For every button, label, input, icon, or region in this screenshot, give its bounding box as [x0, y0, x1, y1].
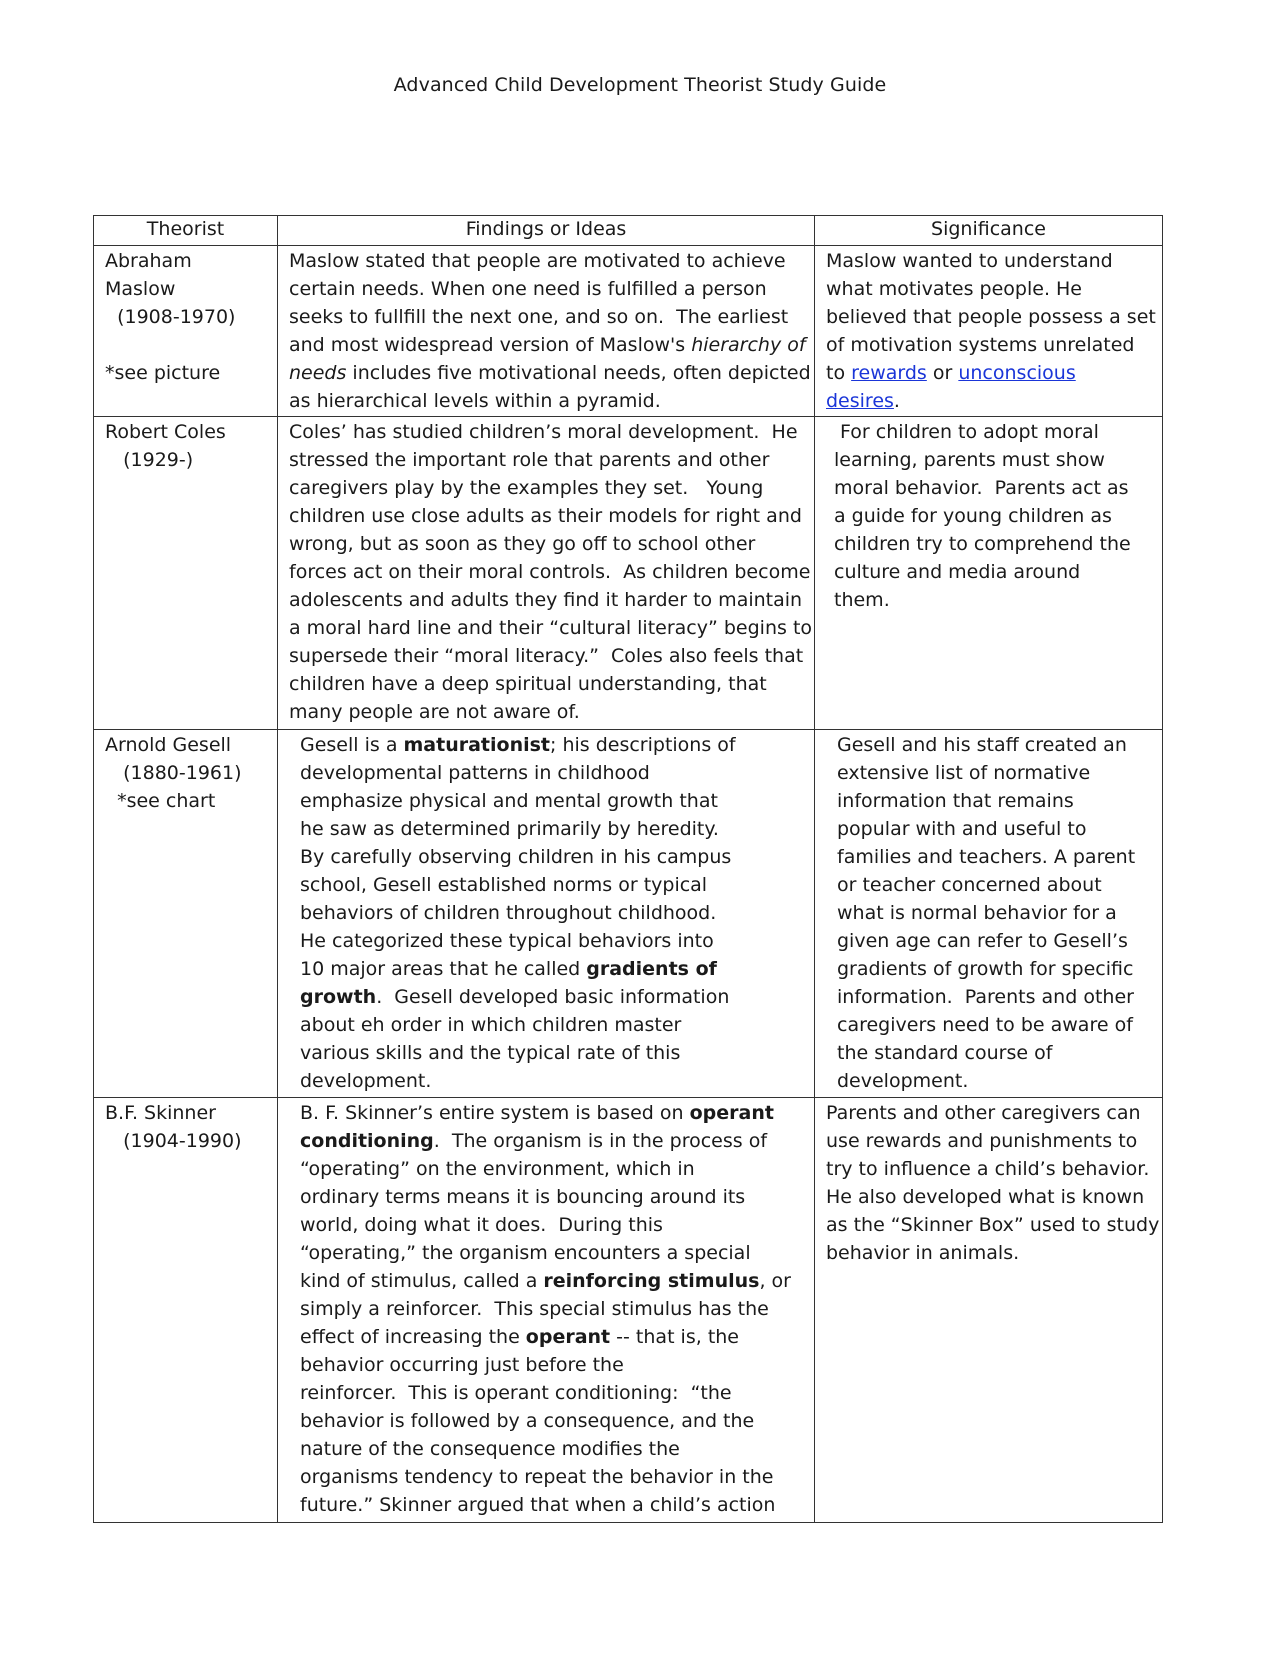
theorist-name: Arnold Gesell — [105, 734, 232, 756]
significance-cell — [815, 730, 1163, 1098]
theorist-note: *see chart — [105, 790, 216, 812]
table-row-coles — [94, 417, 1163, 730]
theorist-name: B.F. Skinner — [105, 1102, 216, 1124]
findings-cell — [278, 730, 815, 1098]
table-header-row — [94, 216, 1163, 246]
significance-text: Gesell and his staff created an extensive list of normative information that remains popular with and useful to families and teachers. A parent or teacher concerned about what is normal behavior for a given age can refer to Gesell’s gradients of growth for specific information. Parents and other caregivers need to be aware of the standard course of development. — [837, 734, 1136, 1092]
significance-text: For children to adopt moral learning, parents must show moral behavior. Parents act as a guide for young children as children try to comprehend the culture and media around them. — [834, 421, 1131, 611]
bold-term: maturationist — [403, 734, 550, 756]
findings-cell — [278, 246, 815, 417]
findings-cell — [278, 417, 815, 730]
emphasis-text: hierarchy of needs — [289, 334, 806, 384]
theorist-years: (1880-1961) — [105, 762, 242, 784]
significance-cell — [815, 1098, 1163, 1523]
significance-cell — [815, 417, 1163, 730]
theorist-name: Abraham Maslow — [105, 250, 192, 300]
bold-term: gradients of growth — [300, 958, 717, 1008]
link-unconscious-desires[interactable]: unconscious desires — [826, 362, 1076, 412]
significance-text: Parents and other caregivers can use rewards and punishments to try to influence a child’s behavior. He also developed what is known as the “Skinner Box” used to study behavior in animals. — [826, 1102, 1160, 1264]
findings-text: Maslow stated that people are motivated to achieve certain needs. When one need is fulfilled a person seeks to fullfill the next one, and so on. The earliest and most widespread version of Maslow's hierarchy of needs includes five motivational needs, often depicted as hierarchical levels within a pyramid. — [289, 250, 811, 412]
theorist-name: Robert Coles — [105, 421, 226, 443]
significance-text: Maslow wanted to understand what motivates people. He believed that people possess a set of motivation systems unrelated to rewards or unconscious desires. — [826, 250, 1156, 412]
theorist-cell — [94, 1098, 278, 1523]
bold-term: reinforcing stimulus — [543, 1270, 760, 1292]
significance-cell — [815, 246, 1163, 417]
document-title: Advanced Child Development Theorist Study Guide — [393, 74, 887, 96]
link-rewards[interactable]: rewards — [851, 362, 927, 384]
theorist-years: (1929-) — [105, 449, 194, 471]
theorist-note: *see picture — [105, 362, 221, 384]
theorist-cell — [94, 246, 278, 417]
theorist-years: (1908-1970) — [105, 306, 236, 328]
header-theorist: Theorist — [94, 216, 278, 246]
theorist-cell — [94, 417, 278, 730]
theorist-cell — [94, 730, 278, 1098]
bold-term: operant — [525, 1326, 611, 1348]
header-findings: Findings or Ideas — [278, 216, 815, 246]
table-row-gesell — [94, 730, 1163, 1098]
bold-term: operant conditioning — [300, 1102, 774, 1152]
theorist-years: (1904-1990) — [105, 1130, 242, 1152]
table-row-maslow — [94, 246, 1163, 417]
findings-text: B. F. Skinner’s entire system is based on operant conditioning. The organism is in the process of “operating” on the environment, which in ordinary terms means it is bouncing around its world, doing what it does. During this “operating,” the organism encounters a special kind of stimulus, called a reinforcing stimulus, or simply a reinforcer. This special stimulus has the effect of increasing the operant -- that is, the behavior occurring just before the reinforcer. This is operant conditioning: “the behavior is followed by a consequence, and the nature of the consequence modifies the organisms tendency to repeat the behavior in the future.” Skinner argued that when a child’s action — [300, 1102, 791, 1516]
findings-text: Coles’ has studied children’s moral development. He stressed the important role that parents and other caregivers play by the examples they set. Young children use close adults as their models for right and wrong, but as soon as they go off to school other forces act on their moral controls. As children become adolescents and adults they find it harder to maintain a moral hard line and their “cultural literacy” begins to supersede their “moral literacy.” Coles also feels that children have a deep spiritual understanding, that many people are not aware of. — [289, 421, 813, 723]
theorist-table — [93, 215, 1163, 1523]
findings-cell — [278, 1098, 815, 1523]
header-significance: Significance — [815, 216, 1163, 246]
findings-text: Gesell is a maturationist; his descriptions of developmental patterns in childhood emphasize physical and mental growth that he saw as determined primarily by heredity. By carefully observing children in his campus school, Gesell established norms or typical behaviors of children throughout childhood. He categorized these typical behaviors into 10 major areas that he called gradients of growth. Gesell developed basic information about eh order in which children master various skills and the typical rate of this development. — [300, 734, 736, 1092]
table-row-skinner — [94, 1098, 1163, 1523]
